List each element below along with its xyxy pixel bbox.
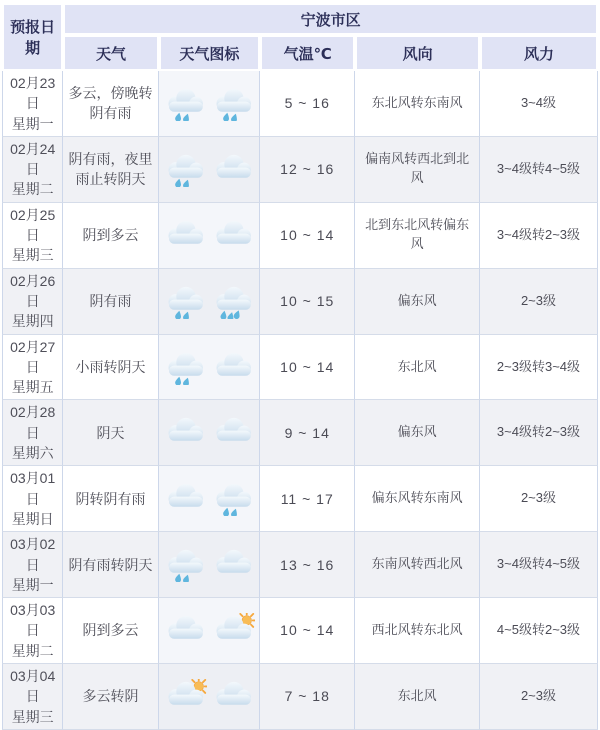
weather-icons-cell — [159, 466, 260, 532]
table-row — [2, 203, 598, 269]
col-header-weather: 天气 — [63, 35, 158, 71]
date-cell — [2, 269, 63, 335]
wind-direction-cell: 东北风 — [355, 335, 480, 401]
table-row — [2, 269, 598, 335]
rain-cloud-icon — [163, 350, 207, 385]
wind-direction-cell: 东北风 — [355, 664, 480, 730]
wind-force-cell: 2~3级转3~4级 — [480, 335, 598, 401]
cloud-icon — [211, 679, 255, 714]
weekday-text: 星期五 — [11, 379, 54, 396]
weather-text-cell: 多云，傍晚转阴有雨 — [63, 71, 158, 137]
weather-text-cell: 阴到多云 — [63, 203, 158, 269]
wind-direction-cell: 东南风转西北风 — [355, 532, 480, 598]
wind-force-cell: 3~4级转2~3级 — [480, 203, 598, 269]
date-text: 02月23日 — [10, 75, 56, 112]
weather-forecast-table — [2, 3, 598, 730]
temperature-cell: 11 ~ 17 — [260, 466, 355, 532]
cloud-icon — [211, 415, 255, 450]
temperature-cell: 12 ~ 16 — [260, 137, 355, 203]
rain-cloud-icon — [211, 86, 255, 121]
cloud-icon — [163, 481, 207, 516]
weather-icons-cell — [159, 203, 260, 269]
table-row — [2, 137, 598, 203]
wind-force-cell: 3~4级 — [480, 71, 598, 137]
table-row — [2, 71, 598, 137]
weekday-text: 星期四 — [11, 313, 54, 330]
wind-direction-cell: 西北风转东北风 — [355, 598, 480, 664]
weather-icons-cell — [159, 71, 260, 137]
date-text: 02月24日 — [10, 140, 56, 178]
date-cell — [2, 400, 63, 466]
weather-text-cell: 阴有雨 — [63, 269, 158, 335]
wind-force-cell: 3~4级转4~5级 — [480, 532, 598, 598]
temperature-cell: 10 ~ 14 — [260, 335, 355, 401]
wind-direction-cell: 偏东风 — [355, 269, 480, 335]
date-text: 03月02日 — [10, 536, 56, 573]
wind-force-cell: 2~3级 — [480, 664, 598, 730]
wind-direction-cell: 偏南风转西北到北风 — [355, 137, 480, 203]
wind-direction-cell: 偏东风转东南风 — [355, 466, 480, 532]
col-header-wind-force: 风力 — [480, 35, 598, 71]
heavy-rain-cloud-icon — [211, 284, 255, 319]
rain-cloud-icon — [163, 86, 207, 121]
wind-force-cell: 4~5级转2~3级 — [480, 598, 598, 664]
wind-direction-cell: 偏东风 — [355, 400, 480, 466]
weather-icon-group — [163, 481, 255, 516]
rain-cloud-icon — [163, 547, 207, 582]
col-header-weather-icon: 天气图标 — [159, 35, 260, 71]
date-text: 03月03日 — [10, 602, 56, 639]
weather-icons-cell — [159, 269, 260, 335]
header-region-row — [2, 3, 598, 35]
weekday-text: 星期一 — [11, 115, 54, 132]
weekday-text: 星期二 — [11, 642, 54, 659]
date-column-header: 预报日期 — [2, 3, 63, 71]
cloud-icon — [211, 547, 255, 582]
weather-icons-cell — [159, 335, 260, 401]
wind-force-cell: 3~4级转4~5级 — [480, 137, 598, 203]
date-cell — [2, 203, 63, 269]
rain-cloud-icon — [163, 152, 207, 187]
sun-behind-cloud-icon — [163, 679, 207, 714]
weather-text-cell: 阴转阴有雨 — [63, 466, 158, 532]
rain-cloud-icon — [211, 481, 255, 516]
weather-icons-cell — [159, 400, 260, 466]
table-row — [2, 400, 598, 466]
date-cell — [2, 532, 63, 598]
weather-icons-cell — [159, 532, 260, 598]
table-row — [2, 664, 598, 730]
wind-force-cell: 2~3级 — [480, 269, 598, 335]
rain-cloud-icon — [163, 284, 207, 319]
temperature-cell: 10 ~ 14 — [260, 598, 355, 664]
date-cell — [2, 335, 63, 401]
date-cell — [2, 71, 63, 137]
date-text: 02月25日 — [10, 206, 56, 244]
weather-icon-group — [163, 218, 255, 253]
weather-icon-group — [163, 152, 255, 187]
date-cell — [2, 137, 63, 203]
weekday-text: 星期六 — [11, 445, 54, 462]
col-header-temperature: 气温℃ — [260, 35, 355, 71]
date-cell — [2, 598, 63, 664]
table-row — [2, 466, 598, 532]
cloud-icon — [163, 218, 207, 253]
temperature-cell: 13 ~ 16 — [260, 532, 355, 598]
weather-text-cell: 阴天 — [63, 400, 158, 466]
wind-direction-cell: 北到东北风转偏东风 — [355, 203, 480, 269]
cloud-icon — [163, 613, 207, 648]
weather-text-cell: 小雨转阴天 — [63, 335, 158, 401]
table-row — [2, 598, 598, 664]
temperature-cell: 9 ~ 14 — [260, 400, 355, 466]
weather-icon-group — [163, 679, 255, 714]
region-title: 宁波市区 — [63, 3, 598, 35]
cloud-icon — [163, 415, 207, 450]
weekday-text: 星期三 — [11, 247, 54, 264]
date-text: 02月28日 — [10, 404, 56, 441]
weekday-text: 星期日 — [11, 510, 54, 527]
weather-icons-cell — [159, 137, 260, 203]
cloud-icon — [211, 218, 255, 253]
cloud-icon — [211, 350, 255, 385]
weather-icon-group — [163, 415, 255, 450]
date-text: 03月01日 — [10, 470, 56, 507]
col-header-wind-direction: 风向 — [355, 35, 480, 71]
weekday-text: 星期一 — [11, 576, 54, 593]
date-cell — [2, 664, 63, 730]
date-cell — [2, 466, 63, 532]
weather-text-cell: 多云转阴 — [63, 664, 158, 730]
temperature-cell: 7 ~ 18 — [260, 664, 355, 730]
date-text: 03月04日 — [10, 668, 56, 705]
weekday-text: 星期三 — [11, 708, 54, 725]
weather-icons-cell — [159, 664, 260, 730]
table-row — [2, 335, 598, 401]
wind-direction-cell: 东北风转东南风 — [355, 71, 480, 137]
weather-icons-cell — [159, 598, 260, 664]
weekday-text: 星期二 — [11, 181, 54, 198]
weather-icon-group — [163, 547, 255, 582]
temperature-cell: 5 ~ 16 — [260, 71, 355, 137]
weather-icon-group — [163, 613, 255, 648]
wind-force-cell: 2~3级 — [480, 466, 598, 532]
weather-icon-group — [163, 284, 255, 319]
temperature-cell: 10 ~ 15 — [260, 269, 355, 335]
date-text: 02月27日 — [10, 338, 56, 375]
cloud-icon — [211, 152, 255, 187]
temperature-cell: 10 ~ 14 — [260, 203, 355, 269]
weather-text-cell: 阴有雨，夜里雨止转阴天 — [63, 137, 158, 203]
weather-text-cell: 阴有雨转阴天 — [63, 532, 158, 598]
sun-behind-cloud-icon — [211, 613, 255, 648]
date-text: 02月26日 — [10, 272, 56, 309]
wind-force-cell: 3~4级转2~3级 — [480, 400, 598, 466]
table-row — [2, 532, 598, 598]
header-columns-row — [2, 35, 598, 71]
weather-text-cell: 阴到多云 — [63, 598, 158, 664]
weather-icon-group — [163, 86, 255, 121]
weather-icon-group — [163, 350, 255, 385]
